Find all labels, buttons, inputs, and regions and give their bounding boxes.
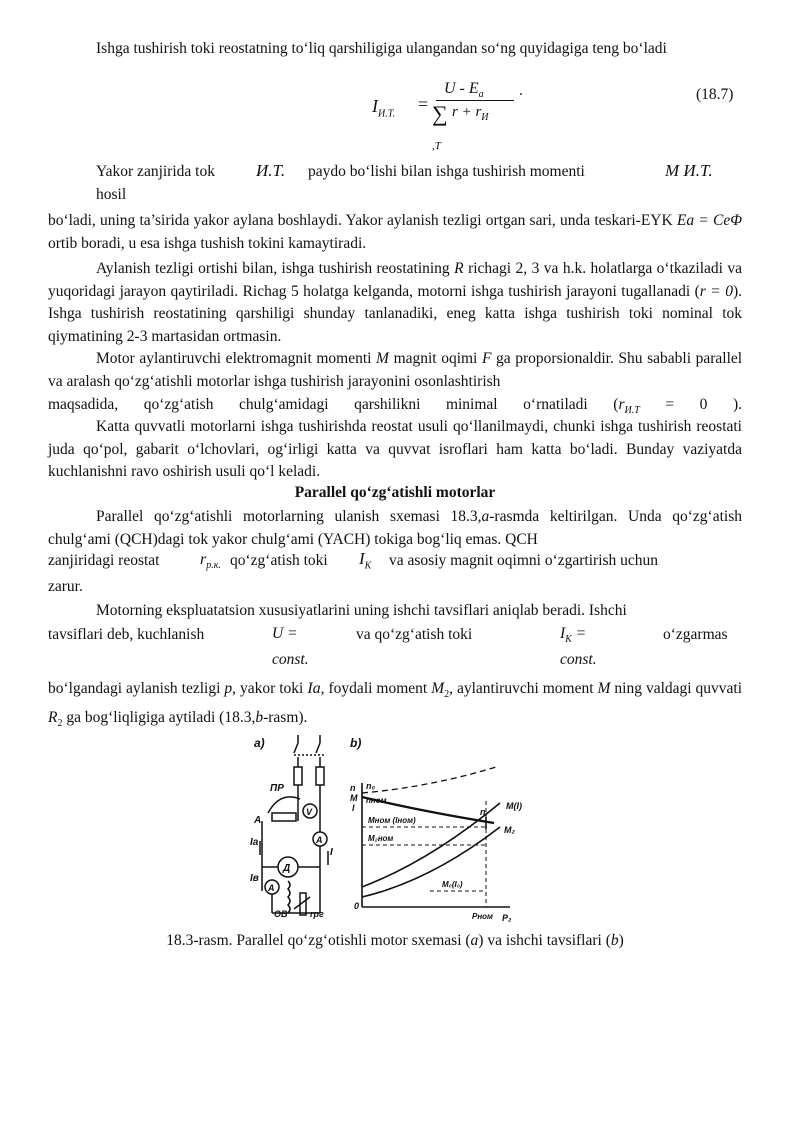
paragraph-rotation: Aylanish tezligi ortishi bilan, ishga tushirish reostatining R richagi 2, 3 va h.k. holatlarga o‘tkaziladi va yuqoridagi jarayon qaytiriladi. Richag 5 holatga kelganda, motorni ishga tushirish jarayoni tugallanadi (r = 0). Ishga tushirish reostatining qarshiligi shunday tanlanadiki, eneg katta ishga tushirish toki nominal tok qiymatining 2-3 martasidan ortmasin. (48, 260, 743, 345)
svg-text:Д: Д (283, 863, 291, 874)
p6-text-h: va asosiy magnit oqimni o‘zgartirish uchun (389, 552, 659, 569)
formula-denominator: r + r (452, 104, 482, 120)
svg-text:P₂: P₂ (502, 913, 512, 923)
figure-18-3 (250, 731, 550, 927)
svg-text:Pном: Pном (472, 912, 493, 921)
p2-moment-symbol: М И.Т. (665, 161, 713, 180)
label-b: b) (350, 736, 362, 750)
p3-r-symbol: R (454, 260, 464, 277)
p3-r-zero: r = 0 (699, 282, 733, 300)
svg-text:M(I): M(I) (506, 801, 522, 811)
svg-text:ОВ: ОВ (274, 909, 288, 919)
svg-text:M₂: M₂ (504, 825, 515, 835)
p2-text-e: hosil (96, 186, 127, 203)
p7-text-d: va qo‘zg‘atish toki (356, 626, 473, 643)
formula-equals: = (418, 94, 429, 114)
p6-text-f: qo‘zg‘atish toki (230, 552, 328, 569)
p6-excitation-current: $I_K$ (359, 549, 372, 572)
p7-line-3: bo‘lgandagi aylanish tezligi p, yakor toki Ia, foydali moment $M_2$, aylantiruvchi moment M ning valdagi quvvati $R_2$ ga bog‘liqligiga aytiladi (18.3,b-rasm). (48, 680, 743, 729)
p7-ik-const: const. (560, 651, 597, 668)
p2-text-f: bo‘ladi, uning ta’sirida yakor aylana boshlaydi. Yakor aylanish tezligi ortgan sari, unda teskari-EYK (48, 212, 673, 229)
paragraph-moment: Motor aylantiruvchi elektromagnit momenti M magnit oqimi F ga proporsionaldir. Shu sababli parallel va aralash qo‘zg‘atishli motorlar ishga tushirish jarayonini osonlashtirish (48, 350, 743, 390)
p4-r-symbol: r (618, 396, 625, 413)
svg-text:n₀: n₀ (366, 781, 376, 791)
formula-below: ,T (432, 140, 441, 152)
paragraph-moment-last-line: maqsadida, qo‘zg‘atish chulg‘amidagi qarshilikni minimal o‘rnatiladi ($r_{И.Т} = 0$ ). (48, 396, 743, 417)
svg-text:I: I (330, 847, 333, 858)
svg-text:M₂ном: M₂ном (368, 834, 394, 843)
p7-text-b: tavsiflari deb, kuchlanish (48, 626, 205, 643)
svg-text:Mном (Iном): Mном (Iном) (368, 816, 416, 825)
figure-caption: 18.3-rasm. Parallel qo‘zg‘otishli motor sxemasi (a) va ishchi tavsiflari (b) (166, 932, 624, 949)
svg-text:n: n (480, 807, 486, 817)
paragraph-large-motors: Katta quvvatli motorlarni ishga tushirishda reostat usuli qo‘llanilmaydi, chunki ishga tushirish reostati juda qo‘pol, gabarit o‘lchovlari, og‘irligi katta va quvvat isroflari ham katta bo‘ladi. Bunday vaziyatda kuchlanishni ravo oshirish usuli qo‘l keladi. (48, 418, 742, 480)
p2-text-h: ortib boradi, u esa ishga tushish tokini kamaytiradi. (48, 234, 367, 252)
svg-text:M: M (350, 793, 358, 803)
p4-m-symbol: M (376, 350, 389, 367)
svg-text:I: I (352, 803, 355, 813)
p2-emf-formula: Ea = CeΦ (676, 212, 743, 229)
svg-text:V: V (306, 807, 313, 817)
svg-text:rрг: rрг (310, 909, 324, 919)
p2-text-c: paydo bo‘lishi bilan ishga tushirish momenti (308, 163, 585, 180)
svg-text:0: 0 (354, 901, 360, 911)
p4-f-symbol: F (481, 350, 492, 367)
svg-text:nном: nном (366, 796, 387, 805)
formula-lhs: I (372, 96, 378, 116)
equation-number: (18.7) (696, 86, 734, 103)
section-heading: Parallel qo‘zg‘atishli motorlar (294, 484, 496, 501)
circuit-diagram (254, 735, 328, 915)
p7-voltage: U = (272, 625, 298, 642)
formula-denominator-sub: И (481, 112, 489, 123)
p7-text-f: o‘zgarmas (663, 626, 728, 643)
p2-text-a: Yakor zanjirida tok (96, 163, 215, 180)
formula-dot: . (519, 82, 523, 99)
p2-continuation (48, 210, 742, 255)
svg-text:Iв: Iв (250, 873, 259, 884)
formula-numerator: U - E (444, 80, 479, 97)
formula-sum: ∑ (432, 101, 448, 126)
p7-ik: $I_K$ = (560, 625, 587, 646)
p7-line-1: Motorning ekspluatatsion xususiyatlarini uning ishchi tavsiflari aniqlab beradi. Ishchi (96, 602, 627, 619)
p6-rheostat-symbol: $r_{р.к.}$ (200, 551, 221, 572)
p6-text-i: zarur. (48, 578, 83, 595)
characteristics-graph (350, 736, 522, 923)
svg-text:Iа: Iа (250, 837, 259, 848)
svg-text:M₀(I₀): M₀(I₀) (442, 880, 463, 889)
fraction-bar (436, 100, 514, 101)
paragraph-intro: Ishga tushirish toki reostatning to‘liq qarshiligiga ulangandan so‘ng quyidagiga teng bo‘ladi (96, 40, 667, 57)
svg-text:А: А (254, 815, 262, 826)
svg-text:A: A (316, 835, 323, 845)
p2-current-symbol: И.Т. (256, 161, 286, 180)
formula-numerator-sub: a (478, 89, 484, 101)
svg-text:ПР: ПР (270, 783, 284, 794)
paragraph-parallel: Parallel qo‘zg‘atishli motorlarning ulanish sxemasi 18.3,a-rasmda keltirilgan. Unda qo‘zg‘atish chulg‘ami (QCH)dagi tok yakor chulg‘ami (YACH) tokiga bog‘liq emas. QCH (48, 508, 742, 548)
p6-text-d: zanjiridagi reostat (48, 552, 160, 569)
svg-text:n: n (350, 783, 356, 793)
label-a: a) (254, 736, 265, 750)
formula-lhs-sub: И.Т. (378, 108, 396, 120)
p7-voltage-const: const. (272, 651, 309, 668)
svg-text:A: A (268, 883, 275, 893)
